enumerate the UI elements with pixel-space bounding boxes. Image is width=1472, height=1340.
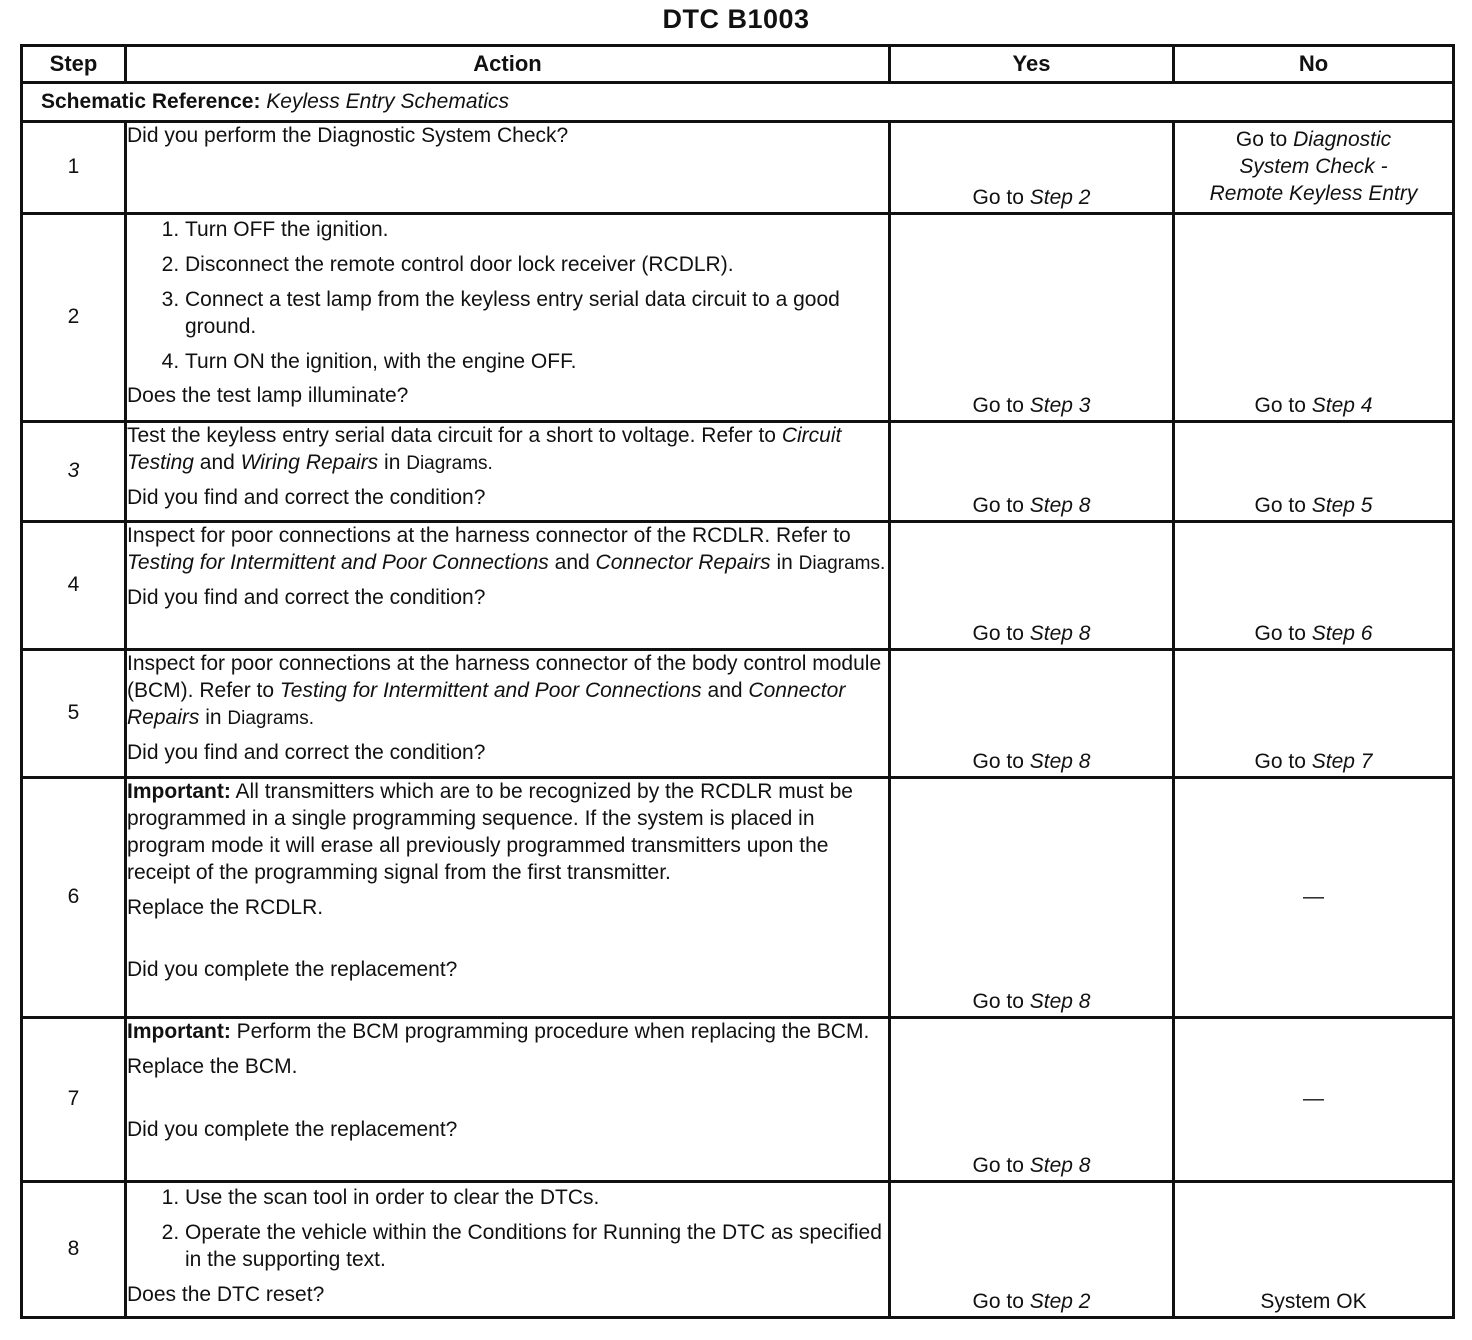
step-action: [126, 1182, 890, 1318]
table-row: [22, 422, 1454, 522]
yes-step-ref: Step 8: [1029, 1154, 1091, 1178]
step-text: Replace the BCM.: [127, 1054, 298, 1078]
step-question: Did you find and correct the condition?: [127, 585, 486, 609]
step-text: Inspect for poor connections at the harness connector of the body control module (BCM). Refer to Testing for Intermittent and Poor Connections and Connector Repairs in Diagrams.: [127, 652, 882, 729]
reference-link: Testing for Intermittent and Poor Connections: [279, 678, 702, 702]
instruction-item: 4. Turn ON the ignition, with the engine OFF.: [185, 349, 888, 376]
instruction-item: 1. Turn OFF the ignition.: [185, 217, 888, 244]
yes-step-ref: Step 2: [1029, 186, 1091, 210]
step-text: Inspect for poor connections at the harness connector of the RCDLR. Refer to Testing for Intermittent and Poor Connections and Connector Repairs in Diagrams.: [127, 524, 886, 574]
diagnostic-table: [20, 44, 1455, 1319]
step-number: 2: [22, 214, 126, 422]
page-title: DTC B1003: [662, 4, 810, 34]
header-yes: Yes: [890, 46, 1174, 83]
table-row: [22, 1182, 1454, 1318]
yes-step-ref: Step 8: [1029, 622, 1091, 646]
step-question: Did you complete the replacement?: [127, 1117, 458, 1141]
table-row: [22, 522, 1454, 650]
important-note: Important: Perform the BCM programming procedure when replacing the BCM.: [127, 1020, 870, 1043]
step-instructions: [127, 217, 888, 375]
yes-step-ref: Step 8: [1029, 990, 1091, 1014]
no-cell: Go to Step 5: [1174, 422, 1454, 522]
yes-cell: Go to Step 8: [890, 422, 1174, 522]
step-number: 4: [22, 522, 126, 650]
header-row: [22, 46, 1454, 83]
table-row: [22, 122, 1454, 214]
no-cell: —: [1174, 1018, 1454, 1182]
instruction-item: 2. Operate the vehicle within the Conditions for Running the DTC as specified in the supporting text.: [185, 1220, 888, 1274]
yes-cell: Go to Step 8: [890, 522, 1174, 650]
no-step-ref: Step 6: [1311, 622, 1373, 646]
reference-link: Wiring Repairs: [240, 450, 379, 474]
schematic-reference: [22, 83, 1454, 122]
header-action: Action: [126, 46, 890, 83]
step-number: 6: [22, 778, 126, 1018]
step-question: Does the DTC reset?: [127, 1282, 325, 1306]
yes-cell: Go to Step 2: [890, 1182, 1174, 1318]
table-row: [22, 214, 1454, 422]
table-row: [22, 778, 1454, 1018]
step-action: [126, 214, 890, 422]
yes-step-ref: Step 8: [1029, 494, 1091, 518]
table-row: [22, 650, 1454, 778]
yes-cell: Go to Step 2: [890, 122, 1174, 214]
step-text: Replace the RCDLR.: [127, 895, 324, 919]
step-number: 8: [22, 1182, 126, 1318]
header-no: No: [1174, 46, 1454, 83]
step-number: 1: [22, 122, 126, 214]
reference-link: Testing for Intermittent and Poor Connections: [127, 550, 549, 574]
no-cell: Go to Diagnostic System Check - Remote Keyless Entry: [1174, 122, 1454, 214]
yes-cell: Go to Step 8: [890, 778, 1174, 1018]
schematic-reference-label: Schematic Reference:: [41, 89, 261, 113]
step-number: 5: [22, 650, 126, 778]
step-text: Test the keyless entry serial data circuit for a short to voltage. Refer to Circuit Testing and Wiring Repairs in Diagrams.: [127, 424, 842, 474]
no-step-ref: Step 5: [1311, 494, 1373, 518]
step-instructions: [127, 1185, 888, 1274]
step-number: 3: [22, 422, 126, 522]
schematic-reference-row: [22, 83, 1454, 122]
table-row: [22, 1018, 1454, 1182]
step-number: 7: [22, 1018, 126, 1182]
step-action: [126, 778, 890, 1018]
reference-link: Circuit Testing: [127, 424, 842, 474]
header-step: Step: [22, 46, 126, 83]
step-question: Did you complete the replacement?: [127, 958, 458, 982]
step-action: [126, 1018, 890, 1182]
step-action: [126, 422, 890, 522]
instruction-item: 1. Use the scan tool in order to clear the DTCs.: [185, 1185, 888, 1212]
no-cell: System OK: [1174, 1182, 1454, 1318]
important-note: Important: All transmitters which are to be recognized by the RCDLR must be programmed in a single programming sequence. If the system is placed in program mode it will erase all previously programmed transmitters upon the receipt of the programming signal from the first transmitter.: [127, 780, 853, 884]
step-action: [126, 650, 890, 778]
instruction-item: 3. Connect a test lamp from the keyless entry serial data circuit to a good ground.: [185, 287, 888, 341]
yes-step-ref: Step 8: [1029, 750, 1091, 774]
step-question: Does the test lamp illuminate?: [127, 384, 409, 408]
instruction-item: 2. Disconnect the remote control door lock receiver (RCDLR).: [185, 252, 888, 279]
no-cell: Go to Step 6: [1174, 522, 1454, 650]
step-question: Did you perform the Diagnostic System Check?: [127, 124, 569, 147]
yes-cell: Go to Step 8: [890, 650, 1174, 778]
no-step-ref: Step 7: [1311, 750, 1373, 774]
no-cell: Go to Step 4: [1174, 214, 1454, 422]
no-step-ref: Step 4: [1311, 394, 1373, 418]
yes-cell: Go to Step 8: [890, 1018, 1174, 1182]
step-question: Did you find and correct the condition?: [127, 740, 486, 764]
yes-step-ref: Step 3: [1029, 394, 1091, 418]
yes-step-ref: Step 2: [1029, 1290, 1091, 1314]
schematic-reference-link: Keyless Entry Schematics: [266, 89, 510, 113]
step-action: [126, 122, 890, 214]
reference-link: Connector Repairs: [127, 678, 846, 729]
step-question: Did you find and correct the condition?: [127, 485, 486, 509]
yes-cell: Go to Step 3: [890, 214, 1174, 422]
reference-link: Connector Repairs: [595, 550, 771, 574]
step-action: [126, 522, 890, 650]
no-cell: —: [1174, 778, 1454, 1018]
no-cell: Go to Step 7: [1174, 650, 1454, 778]
